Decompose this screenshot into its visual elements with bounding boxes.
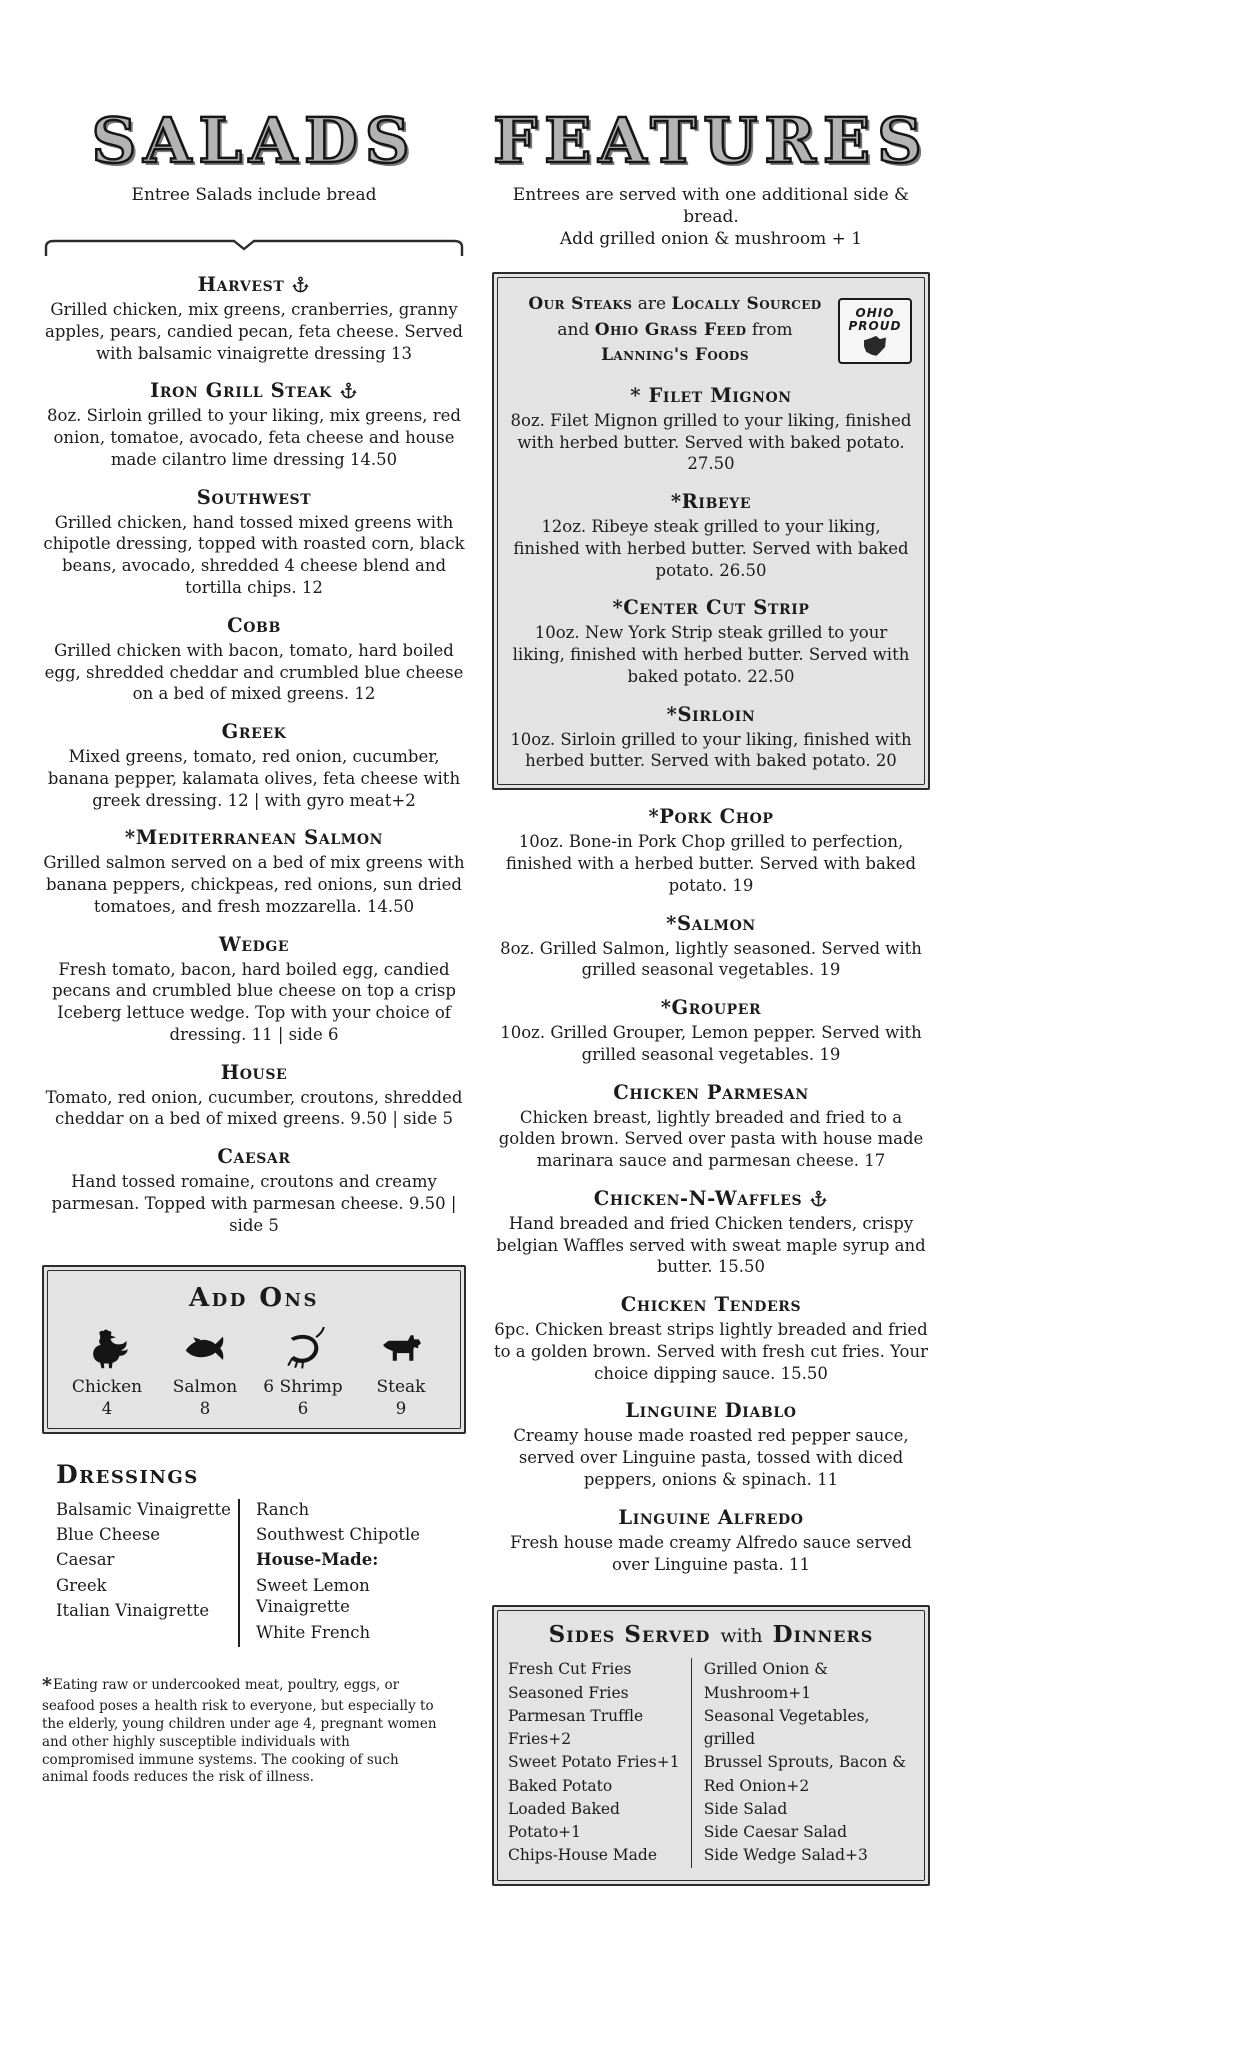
side-item: Side Salad [703,1799,788,1818]
item-name [508,384,914,407]
item-description: Hand tossed romaine, croutons and creamy parmesan. Topped with parmesan cheese. 9.50 | side 5 [51,1172,457,1235]
side-item: Side Wedge Salad+3 [703,1846,868,1865]
item-description: Grilled chicken with bacon, tomato, hard boiled egg, shredded cheddar and crumbled blue cheese on a bed of mixed greens. 12 [44,640,464,704]
item-description: Hand breaded and fried Chicken tenders, crispy belgian Waffles served with sweat maple syrup and butter. 15.50 [496,1213,926,1277]
item-description: 8oz. Filet Mignon grilled to your liking, finished with herbed butter. Served with baked potato. 27.50 [510,410,912,474]
headline-are: are [637,294,667,315]
item-description: 10oz. Grilled Grouper, Lemon pepper. Served with grilled seasonal vegetables. 19 [500,1023,922,1064]
item-description: 10oz. New York Strip steak grilled to your liking, finished with herbed butter. Served with baked potato. 22.50 [512,623,910,686]
dressings-columns [56,1499,466,1648]
item-name [492,1187,930,1210]
item-description: Grilled chicken, hand tossed mixed greens with chipotle dressing, topped with roasted corn, black beans, avocado, shredded 4 cheese blend and tortilla chips. 12 [43,512,465,597]
sides-title-mid: with [720,1625,763,1648]
anchor-icon [339,381,358,400]
salads-title: SALADS [91,104,417,177]
headline-lannings-foods: Lanning's Foods [601,345,749,366]
add-on-price: 6 [297,1398,309,1418]
item-name [492,805,930,828]
item-name-text: *Grouper [660,996,762,1020]
side-item: Seasoned Fries [508,1683,629,1702]
side-item: Seasonal Vegetables, grilled [703,1706,870,1749]
menu-item [508,703,914,773]
side-item: Baked Potato [508,1776,613,1795]
item-name [492,1399,930,1422]
add-ons-box [42,1265,466,1434]
item-description: 12oz. Ribeye steak grilled to your liking, finished with herbed butter. Served with baked potato. 26.50 [513,517,909,580]
item-description: Tomato, red onion, cucumber, croutons, shredded cheddar on a bed of mixed greens. 9.50 | side 5 [45,1087,463,1129]
steaks-header [508,292,914,369]
item-name [42,379,466,402]
item-name [492,1081,930,1104]
add-on-label: Chicken [71,1376,143,1397]
item-name [42,933,466,956]
steak-items-list [508,384,914,772]
sides-column-2 [691,1658,914,1867]
dressing-item: Caesar [56,1550,115,1570]
add-on-price: 9 [395,1398,407,1418]
item-description: 6pc. Chicken breast strips lightly breaded and fried to a golden brown. Served with fresh cut fries. Your choice dipping sauce. 15.50 [494,1320,928,1383]
item-name-text: *Salmon [666,911,756,935]
ohio-state-shape [864,336,886,356]
headline-ohio-grass-feed: Ohio Grass Feed [594,319,747,340]
add-on-item [156,1327,254,1418]
dressing-item: Blue Cheese [56,1524,161,1544]
item-description: 10oz. Sirloin grilled to your liking, finished with herbed butter. Served with baked potato. 20 [510,729,912,771]
item-name-text: * Filet Mignon [630,383,792,407]
add-on-label: 6 Shrimp [263,1376,343,1397]
item-name [42,1145,466,1168]
item-name-text: *Pork Chop [648,805,774,829]
steaks-box [492,272,930,790]
item-name [492,1293,930,1316]
salads-top-rule [42,236,466,258]
menu-body [42,104,930,1886]
menu-item [492,1081,930,1172]
asterisk-mark: * [42,1674,52,1697]
anchor-icon [291,275,310,294]
item-description: Creamy house made roasted red pepper sauce, served over Linguine pasta, tossed with diced peppers, onions & spinach. 11 [513,1426,909,1489]
menu-item [492,912,930,982]
badge-text-proud: PROUD [848,319,902,334]
dressing-item: Sweet Lemon Vinaigrette [256,1575,370,1617]
add-on-label: Salmon [172,1376,238,1397]
menu-item [42,933,466,1046]
item-name [42,1061,466,1084]
item-name-text: *Ribeye [670,490,752,514]
sides-title-bold2: Dinners [772,1621,874,1649]
add-ons-title: Add Ons [188,1282,320,1313]
menu-item [492,1293,930,1384]
item-description: Chicken breast, lightly breaded and fried to a golden brown. Served over pasta with house made marinara sauce and parmesan cheese. 17 [498,1107,924,1171]
headline-and: and [557,319,590,340]
menu-item [508,490,914,581]
item-name [508,596,914,619]
salads-column [42,104,466,1886]
sides-column-1 [508,1658,691,1867]
item-name-text: Linguine Diablo [625,1399,797,1423]
dressings-section [42,1460,466,1648]
side-item: Sweet Potato Fries+1 [508,1753,680,1772]
menu-item [42,614,466,705]
side-item: Grilled Onion & Mushroom+1 [703,1660,829,1702]
menu-item [42,1061,466,1131]
ohio-proud-badge [838,298,912,364]
side-item: Fresh Cut Fries [508,1660,632,1679]
item-name-text: *Sirloin [666,702,756,726]
menu-item [42,1145,466,1236]
badge-text-ohio: OHIO [855,305,895,320]
item-name-text: Caesar [217,1145,291,1169]
rooster-icon [84,1327,130,1371]
dressing-item: Southwest Chipotle [256,1524,421,1544]
item-name [508,703,914,726]
item-name [42,826,466,849]
salmon-icon [182,1327,228,1371]
features-title: FEATURES [493,104,929,177]
anchor-icon [809,1189,828,1208]
steer-icon [378,1327,424,1371]
menu-item [42,486,466,599]
footnote-text: Eating raw or undercooked meat, poultry, eggs, or seafood poses a health risk to everyone, but especially to the elderly, young children under age 4, pregnant women and other highly susceptible individuals with compromised immune systems. The cooking of such animal foods reduces the risk of illness. [42,1677,437,1786]
dressings-column-1 [56,1499,238,1648]
features-subtitle-line2: Add grilled onion & mushroom + 1 [559,229,863,250]
item-name [42,720,466,743]
item-name-text: House [220,1060,288,1084]
dressing-item: Ranch [256,1499,310,1519]
item-name [492,1506,930,1529]
menu-item [492,1506,930,1576]
item-name [508,490,914,513]
item-name-text: *Center Cut Strip [612,596,810,620]
item-description: Grilled salmon served on a bed of mix greens with banana peppers, chickpeas, red onions, sun dried tomatoes, and fresh mozzarella. 14.50 [43,853,465,916]
menu-item [492,1187,930,1278]
item-name [492,996,930,1019]
item-name [42,486,466,509]
menu-item [508,384,914,475]
sides-columns [508,1658,914,1867]
dressing-item: House-Made: [256,1550,379,1570]
features-column [492,104,930,1886]
add-ons-row [58,1327,450,1418]
add-on-item [58,1327,156,1418]
item-description: Fresh tomato, bacon, hard boiled egg, candied pecans and crumbled blue cheese on top a crisp Iceberg lettuce wedge. Top with your choice of dressing. 11 | side 6 [52,959,456,1044]
item-description: Grilled chicken, mix greens, cranberries, granny apples, pears, candied pecan, feta cheese. Served with balsamic vinaigrette dressing 13 [45,300,463,363]
menu-item [42,826,466,917]
add-on-item [254,1327,352,1418]
side-item: Brussel Sprouts, Bacon & Red Onion+2 [703,1753,907,1795]
item-name-text: Chicken Parmesan [613,1080,809,1104]
menu-item [492,1399,930,1490]
headline-our-steaks: Our Steaks [528,294,633,315]
add-on-label: Steak [376,1376,426,1397]
side-item: Side Caesar Salad [703,1823,848,1842]
headline-locally-sourced: Locally Sourced [671,294,822,315]
dressings-column-2 [238,1499,450,1648]
side-item: Loaded Baked Potato+1 [508,1799,620,1842]
item-name-text: *Mediterranean Salmon [124,826,384,850]
item-name-text: Cobb [227,613,281,637]
item-description: Mixed greens, tomato, red onion, cucumber, banana pepper, kalamata olives, feta cheese with greek dressing. 12 | with gyro meat+2 [47,747,461,810]
side-item: Chips-House Made [508,1846,658,1865]
add-on-price: 4 [101,1398,113,1418]
sides-title-bold1: Sides Served [548,1621,711,1649]
menu-item [492,805,930,896]
menu-item [508,596,914,687]
item-name-text: Chicken Tenders [620,1293,802,1317]
features-items-list [492,805,930,1575]
salad-items-list [42,273,466,1236]
item-name [492,912,930,935]
headline-from: from [751,319,793,340]
item-name-text: Linguine Alfredo [618,1505,804,1529]
item-name-text: Harvest [197,273,285,297]
dressing-item: White French [256,1622,371,1642]
add-on-price: 8 [199,1398,211,1418]
dressing-item: Italian Vinaigrette [56,1601,210,1621]
add-on-item [352,1327,450,1418]
item-name [42,614,466,637]
menu-item [492,996,930,1066]
sides-box [492,1605,930,1885]
salads-subtitle: Entree Salads include bread [131,185,377,205]
features-subtitle [492,184,930,250]
dressing-item: Greek [56,1575,107,1595]
features-subtitle-line1: Entrees are served with one additional side & bread. [512,185,910,228]
item-name-text: Greek [221,720,287,744]
item-name-text: Wedge [218,932,290,956]
shrimp-icon [280,1327,326,1371]
item-description: Fresh house made creamy Alfredo sauce served over Linguine pasta. 11 [510,1532,912,1574]
menu-item [42,273,466,364]
item-description: 8oz. Grilled Salmon, lightly seasoned. Served with grilled seasonal vegetables. 19 [500,938,922,980]
item-description: 8oz. Sirloin grilled to your liking, mix greens, red onion, tomatoe, avocado, feta cheese and house made cilantro lime dressing 14.50 [47,406,461,469]
item-description: 10oz. Bone-in Pork Chop grilled to perfection, finished with a herbed butter. Served with baked potato. 19 [505,832,917,895]
item-name [42,273,466,296]
footnote [42,1673,444,1787]
item-name-text: Chicken-N-Waffles [593,1186,803,1210]
side-item: Parmesan Truffle Fries+2 [508,1706,644,1749]
item-name-text: Iron Grill Steak [150,379,332,403]
dressing-item: Balsamic Vinaigrette [56,1499,231,1519]
item-name-text: Southwest [196,485,312,509]
sides-title [508,1621,914,1648]
dressings-title: Dressings [56,1459,199,1489]
menu-item [42,379,466,470]
menu-item [42,720,466,811]
